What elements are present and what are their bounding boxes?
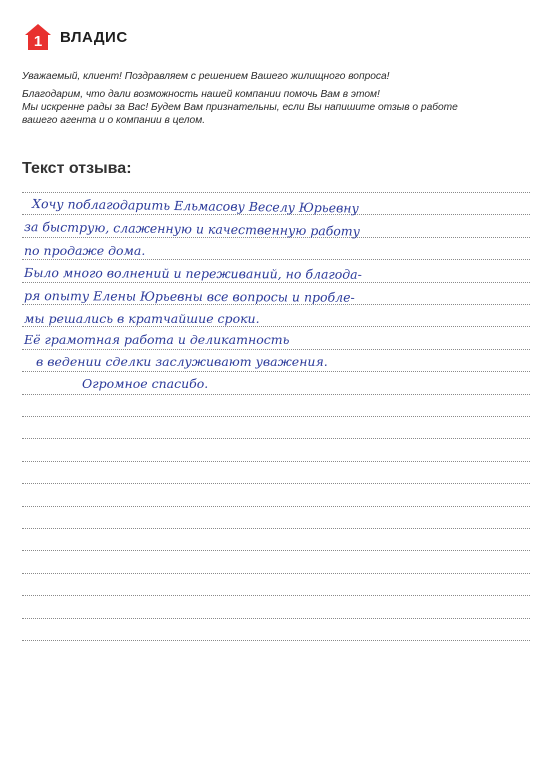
writing-rule <box>22 349 530 350</box>
intro-line-4: вашего агента и о компании в целом. <box>22 115 206 126</box>
writing-rule <box>22 438 530 439</box>
review-line: за быструю, слаженную и качественную работу <box>24 219 361 239</box>
writing-rule <box>22 483 530 484</box>
writing-rule <box>22 550 530 551</box>
intro-greeting: Уважаемый, клиент! Поздравляем с решением Вашего жилищного вопроса! <box>22 71 390 82</box>
writing-rule <box>22 506 530 507</box>
review-line: мы решались в кратчайшие сроки. <box>24 311 260 326</box>
writing-rule <box>22 461 530 462</box>
writing-rule <box>22 595 530 596</box>
logo-digit: 1 <box>33 33 43 50</box>
review-title: Текст отзыва: <box>22 160 132 177</box>
intro-text <box>22 70 522 127</box>
review-line: по продаже дома. <box>24 243 146 258</box>
writing-lines <box>22 192 530 662</box>
review-line: Её грамотная работа и деликатность <box>24 332 290 347</box>
brand-logo <box>24 23 128 51</box>
writing-rule <box>22 259 530 260</box>
review-line: Огромное спасибо. <box>82 376 209 391</box>
writing-rule <box>22 192 530 193</box>
writing-rule <box>22 394 530 395</box>
brand-name: ВЛАДИС <box>60 28 128 46</box>
intro-line-3: Мы искренне рады за Вас! Будем Вам признательны, если Вы напишите отзыв о работе <box>22 102 458 113</box>
writing-rule <box>22 528 530 529</box>
intro-line-2: Благодарим, что дали возможность нашей компании помочь Вам в этом! <box>22 89 380 100</box>
writing-rule <box>22 416 530 417</box>
review-line: Было много волнений и переживаний, но благода- <box>24 265 362 282</box>
writing-rule <box>22 573 530 574</box>
review-line: в ведении сделки заслуживают уважения. <box>36 354 328 369</box>
writing-rule <box>22 640 530 641</box>
writing-rule <box>22 618 530 619</box>
house-logo-icon <box>24 23 52 51</box>
writing-rule <box>22 371 530 372</box>
review-line: ря опыту Елены Юрьевны все вопросы и пробле- <box>24 288 355 305</box>
review-line: Хочу поблагодарить Ельмасову Веселу Юрьевну <box>32 196 359 216</box>
